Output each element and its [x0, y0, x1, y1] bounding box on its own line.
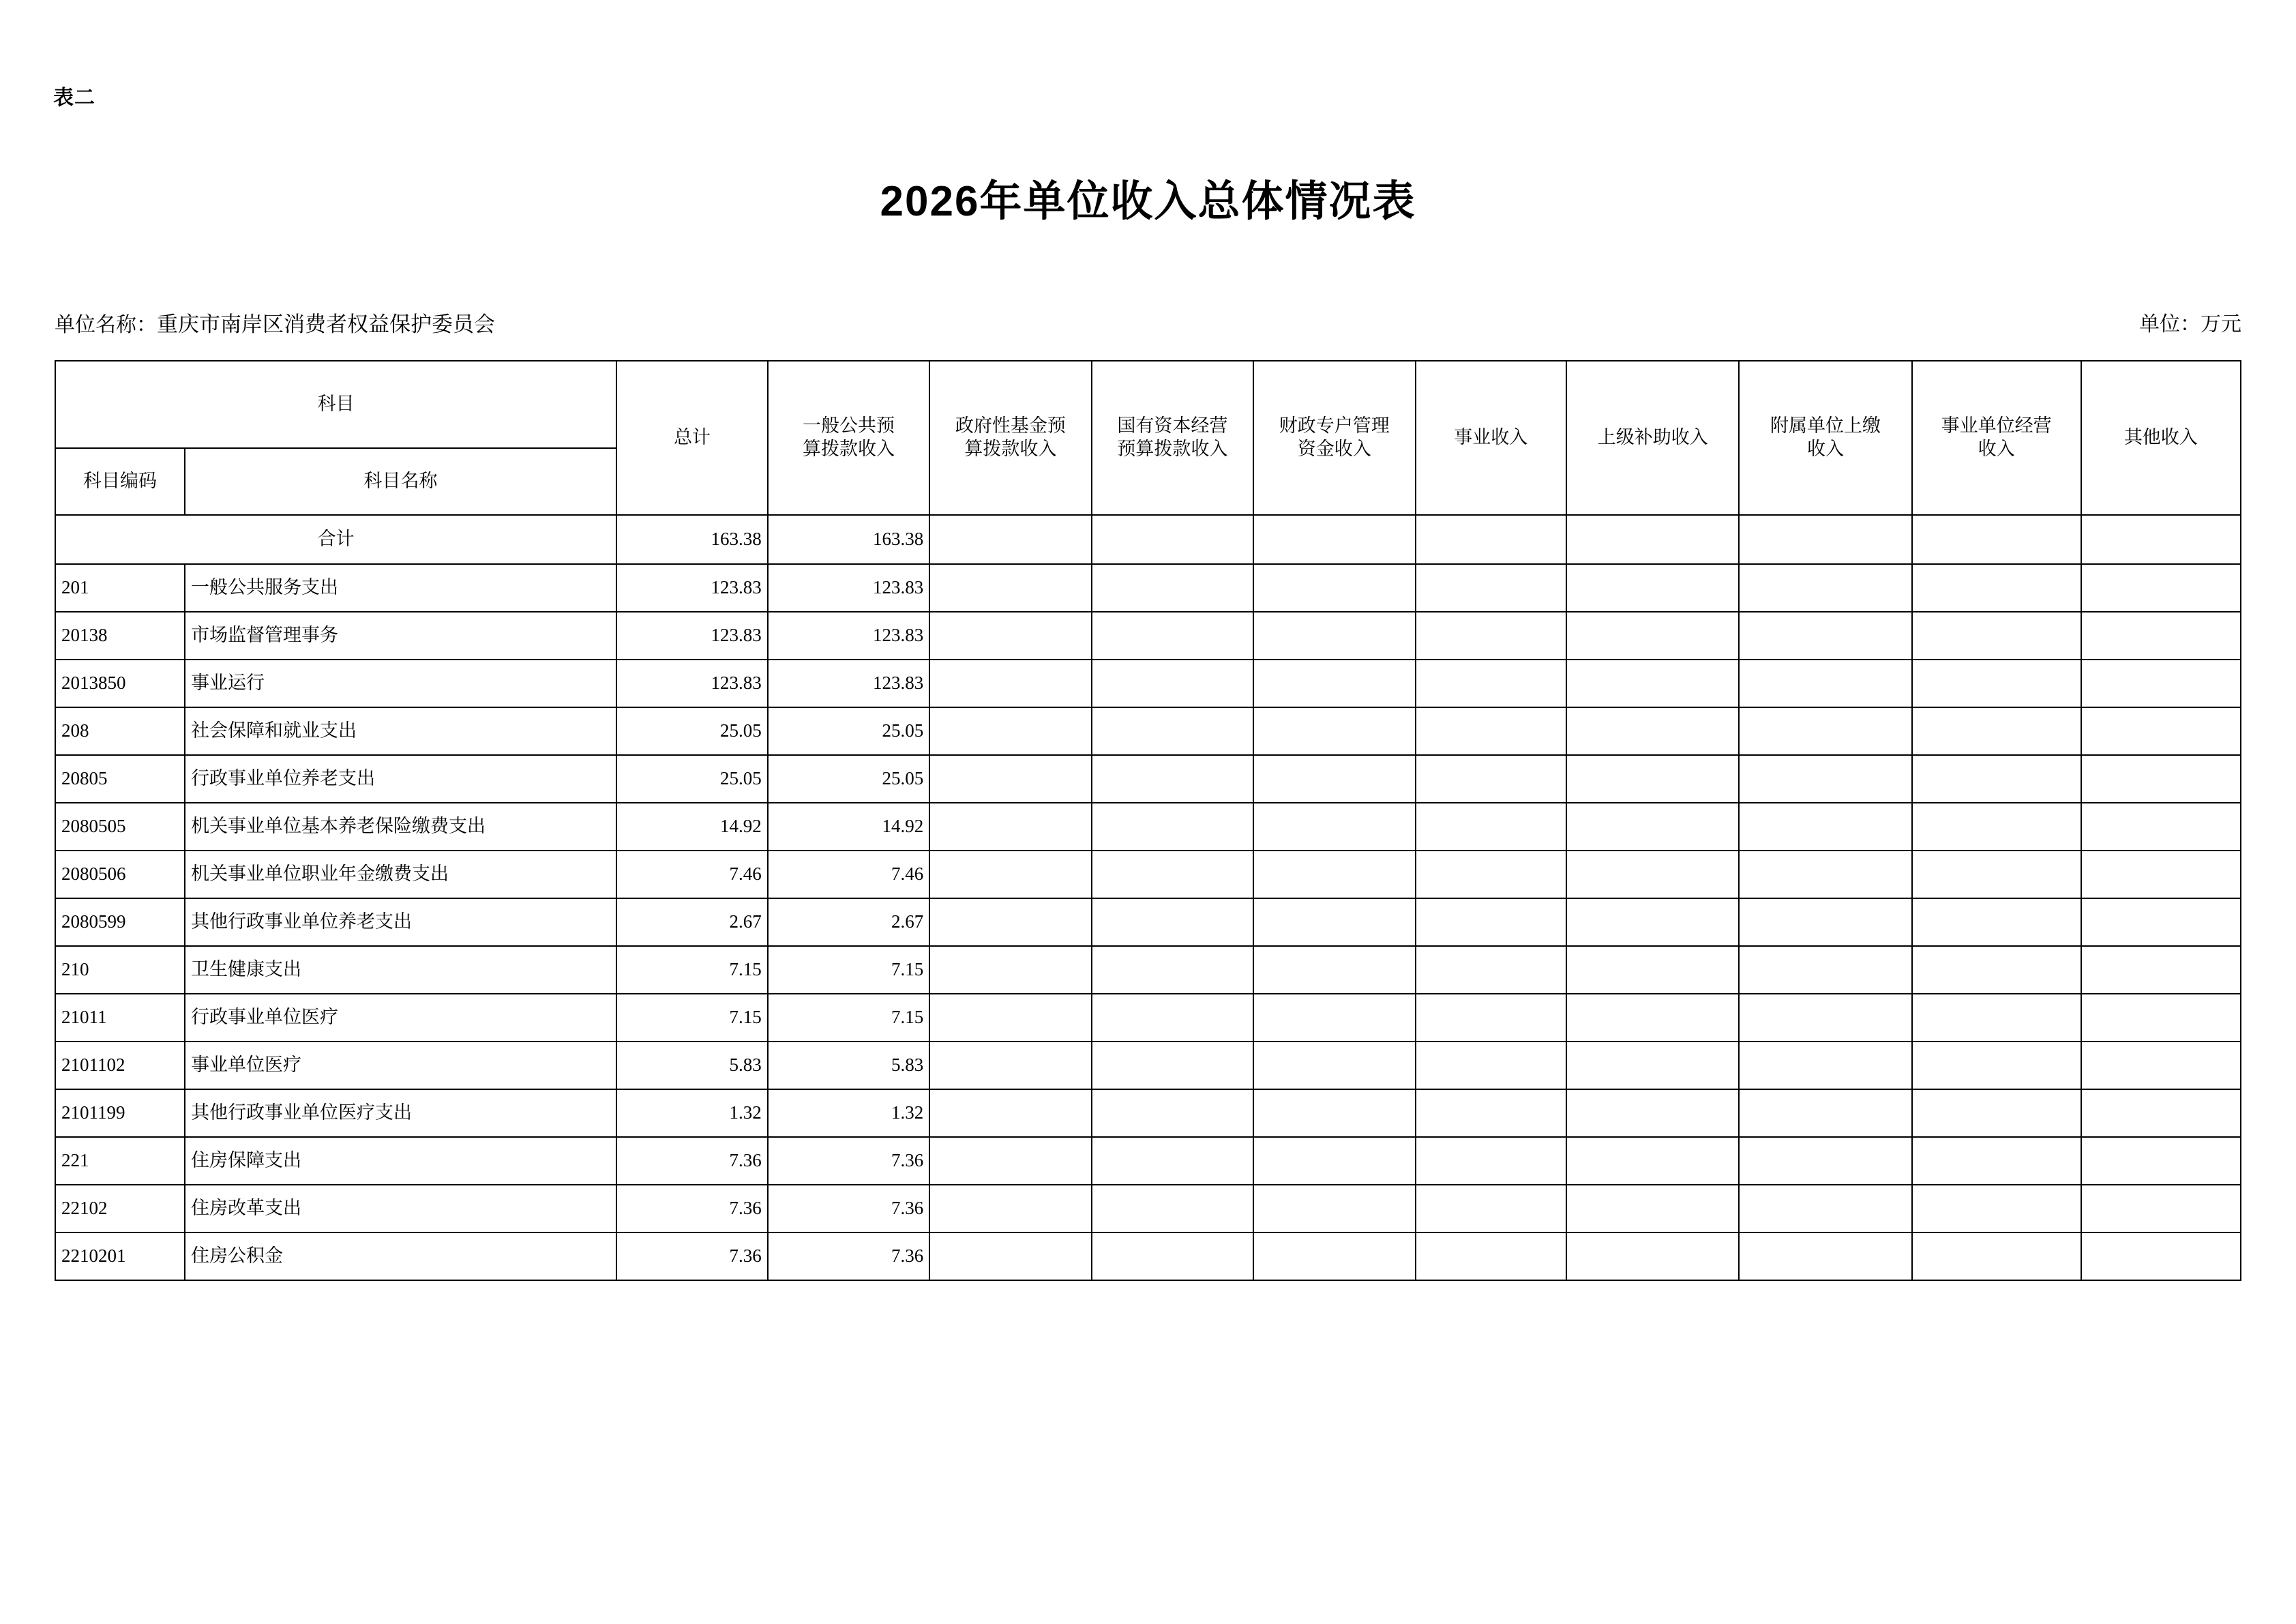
cell-subordinate [1739, 1042, 1911, 1089]
table-header [55, 361, 2241, 515]
cell-total: 123.83 [616, 660, 768, 707]
total-row-total: 163.38 [616, 515, 768, 564]
header-line-1: 一般公共预 [802, 415, 895, 437]
cell-subject-name: 行政事业单位养老支出 [185, 755, 616, 803]
column-header-subject-code: 科目编码 [55, 448, 185, 515]
table-row [55, 660, 2241, 707]
cell-special-account [1253, 612, 1415, 660]
cell-other [2081, 1137, 2241, 1185]
cell-gov-fund [929, 803, 1091, 851]
cell-subject-code: 2210201 [55, 1232, 185, 1280]
cell-subject-name: 卫生健康支出 [185, 946, 616, 994]
cell-subordinate [1739, 564, 1911, 612]
cell-business-income [1416, 1089, 1567, 1137]
table-row [55, 946, 2241, 994]
unit-name-label: 单位名称： [55, 314, 157, 336]
table-row [55, 994, 2241, 1042]
cell-gov-fund [929, 1089, 1091, 1137]
cell-other [2081, 707, 2241, 755]
cell-gov-fund [929, 1185, 1091, 1232]
cell-business-operating [1912, 946, 2081, 994]
cell-total: 123.83 [616, 612, 768, 660]
cell-subject-name: 市场监督管理事务 [185, 612, 616, 660]
column-header-subject-name: 科目名称 [185, 448, 616, 515]
table-row [55, 803, 2241, 851]
cell-subject-code: 21011 [55, 994, 185, 1042]
cell-special-account [1253, 851, 1415, 898]
cell-general-public: 7.36 [768, 1232, 929, 1280]
cell-general-public: 25.05 [768, 707, 929, 755]
cell-general-public: 7.15 [768, 994, 929, 1042]
cell-business-operating [1912, 707, 2081, 755]
amount-unit-label: 单位：万元 [2139, 313, 2241, 336]
cell-total: 14.92 [616, 803, 768, 851]
cell-special-account [1253, 803, 1415, 851]
cell-other [2081, 803, 2241, 851]
table-row [55, 612, 2241, 660]
cell-gov-fund [929, 612, 1091, 660]
cell-subject-code: 201 [55, 564, 185, 612]
cell-other [2081, 564, 2241, 612]
cell-state-capital [1092, 1137, 1253, 1185]
cell-total: 7.46 [616, 851, 768, 898]
cell-subject-name: 行政事业单位医疗 [185, 994, 616, 1042]
table-row [55, 1137, 2241, 1185]
unit-name [55, 307, 495, 338]
cell-superior-subsidy [1566, 946, 1739, 994]
cell-special-account [1253, 946, 1415, 994]
cell-business-operating [1912, 994, 2081, 1042]
column-header-subordinate-remittance [1739, 361, 1911, 515]
unit-name-value: 重庆市南岸区消费者权益保护委员会 [157, 312, 495, 336]
cell-subordinate [1739, 707, 1911, 755]
cell-special-account [1253, 1089, 1415, 1137]
table-row [55, 898, 2241, 946]
cell-total: 7.36 [616, 1185, 768, 1232]
cell-business-income [1416, 612, 1567, 660]
cell-general-public: 2.67 [768, 898, 929, 946]
cell-special-account [1253, 1185, 1415, 1232]
cell-subject-name: 事业单位医疗 [185, 1042, 616, 1089]
cell-general-public: 14.92 [768, 803, 929, 851]
table-row [55, 851, 2241, 898]
cell-subject-name: 住房公积金 [185, 1232, 616, 1280]
cell-superior-subsidy [1566, 803, 1739, 851]
cell-general-public: 7.15 [768, 946, 929, 994]
page-title: 2026年单位收入总体情况表 [880, 178, 1416, 225]
cell-subject-name: 住房保障支出 [185, 1137, 616, 1185]
cell-other [2081, 1185, 2241, 1232]
header-line-2: 资金收入 [1297, 439, 1371, 459]
cell-business-income [1416, 707, 1567, 755]
cell-other [2081, 898, 2241, 946]
cell-total: 2.67 [616, 898, 768, 946]
cell-superior-subsidy [1566, 1137, 1739, 1185]
cell-subject-name: 机关事业单位基本养老保险缴费支出 [185, 803, 616, 851]
cell-subject-code: 2080599 [55, 898, 185, 946]
cell-gov-fund [929, 994, 1091, 1042]
cell-total: 25.05 [616, 707, 768, 755]
cell-business-operating [1912, 564, 2081, 612]
cell-special-account [1253, 1042, 1415, 1089]
total-row-other [2081, 515, 2241, 564]
cell-subject-code: 22102 [55, 1185, 185, 1232]
cell-subject-name: 其他行政事业单位养老支出 [185, 898, 616, 946]
table-row [55, 1042, 2241, 1089]
cell-subordinate [1739, 612, 1911, 660]
column-header-business-operating-income [1912, 361, 2081, 515]
table-row [55, 707, 2241, 755]
cell-subject-name: 机关事业单位职业年金缴费支出 [185, 851, 616, 898]
cell-business-operating [1912, 1232, 2081, 1280]
cell-subject-code: 221 [55, 1137, 185, 1185]
cell-other [2081, 755, 2241, 803]
cell-subordinate [1739, 755, 1911, 803]
column-header-total: 总计 [616, 361, 768, 515]
table-row [55, 1185, 2241, 1232]
cell-business-income [1416, 1232, 1567, 1280]
column-header-special-account-funds [1253, 361, 1415, 515]
cell-gov-fund [929, 898, 1091, 946]
cell-general-public: 5.83 [768, 1042, 929, 1089]
cell-general-public: 7.36 [768, 1185, 929, 1232]
cell-superior-subsidy [1566, 898, 1739, 946]
cell-total: 7.15 [616, 994, 768, 1042]
cell-gov-fund [929, 851, 1091, 898]
header-line-2: 算拨款收入 [964, 439, 1057, 459]
cell-business-operating [1912, 612, 2081, 660]
cell-subordinate [1739, 1185, 1911, 1232]
cell-special-account [1253, 1232, 1415, 1280]
income-overview-table [55, 360, 2241, 1281]
cell-business-income [1416, 1185, 1567, 1232]
cell-general-public: 7.46 [768, 851, 929, 898]
cell-total: 5.83 [616, 1042, 768, 1089]
cell-other [2081, 1089, 2241, 1137]
total-row-business-operating [1912, 515, 2081, 564]
cell-subject-name: 一般公共服务支出 [185, 564, 616, 612]
cell-business-operating [1912, 898, 2081, 946]
cell-superior-subsidy [1566, 1089, 1739, 1137]
cell-special-account [1253, 1137, 1415, 1185]
column-header-other-income: 其他收入 [2081, 361, 2241, 515]
table-row [55, 755, 2241, 803]
cell-gov-fund [929, 755, 1091, 803]
cell-subject-name: 住房改革支出 [185, 1185, 616, 1232]
cell-state-capital [1092, 660, 1253, 707]
cell-superior-subsidy [1566, 564, 1739, 612]
cell-subject-code: 20138 [55, 612, 185, 660]
cell-subject-code: 210 [55, 946, 185, 994]
cell-subordinate [1739, 898, 1911, 946]
cell-gov-fund [929, 1137, 1091, 1185]
cell-superior-subsidy [1566, 851, 1739, 898]
cell-business-income [1416, 946, 1567, 994]
total-row-state-capital [1092, 515, 1253, 564]
cell-business-operating [1912, 1089, 2081, 1137]
cell-superior-subsidy [1566, 755, 1739, 803]
cell-business-operating [1912, 1185, 2081, 1232]
column-header-state-capital-budget [1092, 361, 1253, 515]
cell-subordinate [1739, 946, 1911, 994]
cell-superior-subsidy [1566, 1185, 1739, 1232]
cell-business-operating [1912, 755, 2081, 803]
cell-subject-code: 2101199 [55, 1089, 185, 1137]
cell-special-account [1253, 707, 1415, 755]
cell-state-capital [1092, 707, 1253, 755]
cell-subject-code: 2080505 [55, 803, 185, 851]
table-row-total [55, 515, 2241, 564]
cell-other [2081, 994, 2241, 1042]
cell-business-operating [1912, 803, 2081, 851]
column-header-general-public-budget [768, 361, 929, 515]
table-row [55, 564, 2241, 612]
total-row-superior-subsidy [1566, 515, 1739, 564]
cell-business-income [1416, 564, 1567, 612]
cell-business-income [1416, 994, 1567, 1042]
column-header-business-income: 事业收入 [1416, 361, 1567, 515]
cell-gov-fund [929, 564, 1091, 612]
cell-total: 7.36 [616, 1232, 768, 1280]
cell-superior-subsidy [1566, 994, 1739, 1042]
cell-state-capital [1092, 1089, 1253, 1137]
header-line-2: 算拨款收入 [802, 439, 895, 459]
cell-special-account [1253, 755, 1415, 803]
cell-gov-fund [929, 946, 1091, 994]
cell-special-account [1253, 660, 1415, 707]
header-line-1: 国有资本经营 [1117, 415, 1228, 437]
column-header-subject: 科目 [55, 361, 616, 448]
total-row-general-public: 163.38 [768, 515, 929, 564]
cell-state-capital [1092, 1232, 1253, 1280]
cell-general-public: 123.83 [768, 612, 929, 660]
cell-special-account [1253, 564, 1415, 612]
cell-state-capital [1092, 803, 1253, 851]
cell-general-public: 123.83 [768, 564, 929, 612]
cell-superior-subsidy [1566, 660, 1739, 707]
cell-superior-subsidy [1566, 1042, 1739, 1089]
cell-other [2081, 851, 2241, 898]
column-header-gov-fund-budget [929, 361, 1091, 515]
cell-other [2081, 1042, 2241, 1089]
table-row [55, 1089, 2241, 1137]
cell-state-capital [1092, 1185, 1253, 1232]
total-row-special-account [1253, 515, 1415, 564]
cell-subordinate [1739, 1137, 1911, 1185]
cell-superior-subsidy [1566, 612, 1739, 660]
cell-total: 1.32 [616, 1089, 768, 1137]
table-body [55, 515, 2241, 1280]
cell-business-income [1416, 898, 1567, 946]
cell-business-income [1416, 660, 1567, 707]
cell-special-account [1253, 994, 1415, 1042]
cell-subordinate [1739, 994, 1911, 1042]
cell-state-capital [1092, 755, 1253, 803]
cell-subordinate [1739, 803, 1911, 851]
cell-state-capital [1092, 898, 1253, 946]
cell-total: 7.15 [616, 946, 768, 994]
cell-other [2081, 612, 2241, 660]
cell-superior-subsidy [1566, 1232, 1739, 1280]
total-row-business-income [1416, 515, 1567, 564]
cell-business-income [1416, 803, 1567, 851]
sheet-label: 表二 [53, 87, 95, 109]
header-line-1: 政府性基金预 [955, 415, 1066, 437]
cell-total: 123.83 [616, 564, 768, 612]
cell-total: 7.36 [616, 1137, 768, 1185]
cell-business-income [1416, 851, 1567, 898]
cell-subject-name: 事业运行 [185, 660, 616, 707]
cell-state-capital [1092, 612, 1253, 660]
cell-business-operating [1912, 851, 2081, 898]
cell-business-operating [1912, 1137, 2081, 1185]
cell-other [2081, 660, 2241, 707]
cell-other [2081, 1232, 2241, 1280]
header-line-2: 收入 [1978, 439, 2015, 459]
cell-state-capital [1092, 564, 1253, 612]
cell-business-income [1416, 1042, 1567, 1089]
cell-state-capital [1092, 946, 1253, 994]
cell-subject-name: 其他行政事业单位医疗支出 [185, 1089, 616, 1137]
cell-superior-subsidy [1566, 707, 1739, 755]
cell-gov-fund [929, 660, 1091, 707]
cell-general-public: 123.83 [768, 660, 929, 707]
total-row-subordinate [1739, 515, 1911, 564]
cell-total: 25.05 [616, 755, 768, 803]
header-line-2: 收入 [1807, 439, 1844, 459]
cell-subordinate [1739, 660, 1911, 707]
cell-gov-fund [929, 707, 1091, 755]
cell-subordinate [1739, 1232, 1911, 1280]
cell-gov-fund [929, 1232, 1091, 1280]
header-line-2: 预算拨款收入 [1117, 439, 1228, 459]
cell-special-account [1253, 898, 1415, 946]
cell-state-capital [1092, 851, 1253, 898]
cell-state-capital [1092, 1042, 1253, 1089]
total-row-gov-fund [929, 515, 1091, 564]
cell-general-public: 1.32 [768, 1089, 929, 1137]
cell-general-public: 25.05 [768, 755, 929, 803]
cell-subject-code: 208 [55, 707, 185, 755]
column-header-superior-subsidy: 上级补助收入 [1566, 361, 1739, 515]
cell-other [2081, 946, 2241, 994]
header-line-1: 附属单位上缴 [1770, 415, 1881, 437]
cell-subject-name: 社会保障和就业支出 [185, 707, 616, 755]
cell-business-operating [1912, 660, 2081, 707]
cell-subject-code: 2101102 [55, 1042, 185, 1089]
cell-general-public: 7.36 [768, 1137, 929, 1185]
header-line-1: 事业单位经营 [1941, 415, 2052, 437]
cell-subject-code: 2080506 [55, 851, 185, 898]
cell-business-income [1416, 755, 1567, 803]
cell-subject-code: 20805 [55, 755, 185, 803]
cell-business-operating [1912, 1042, 2081, 1089]
cell-gov-fund [929, 1042, 1091, 1089]
header-line-1: 财政专户管理 [1279, 415, 1390, 437]
table-row [55, 1232, 2241, 1280]
cell-subordinate [1739, 851, 1911, 898]
cell-business-income [1416, 1137, 1567, 1185]
cell-subject-code: 2013850 [55, 660, 185, 707]
meta-row [55, 307, 2241, 334]
cell-state-capital [1092, 994, 1253, 1042]
cell-subordinate [1739, 1089, 1911, 1137]
total-row-label: 合计 [55, 515, 616, 564]
